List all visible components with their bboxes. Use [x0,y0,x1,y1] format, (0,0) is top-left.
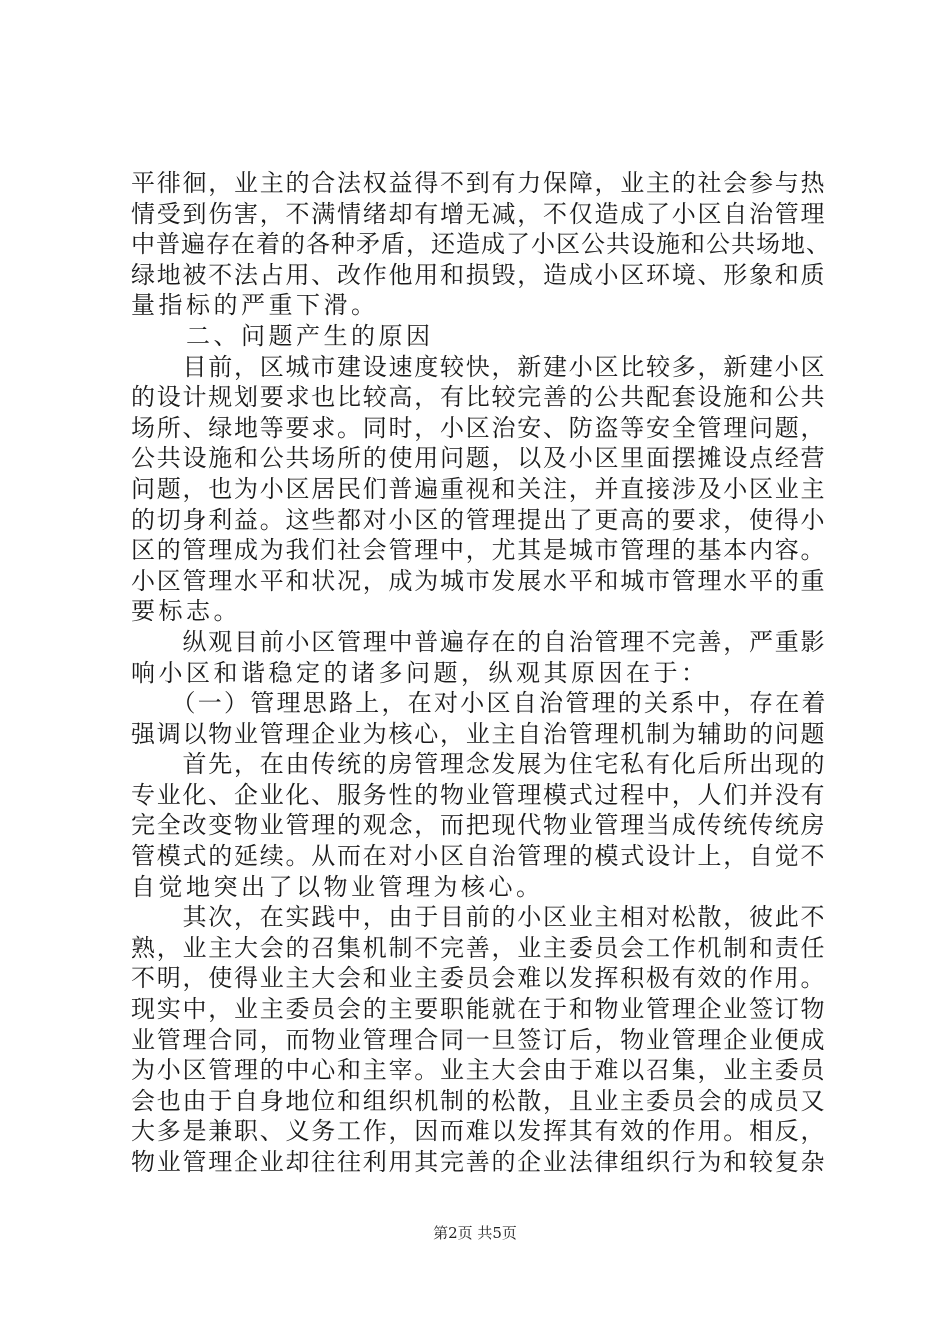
text-line: 首先，在由传统的房管理念发展为住宅私有化后所出现的 [131,750,827,779]
text-line: 纵观目前小区管理中普遍存在的自治管理不完善，严重影 [131,627,827,656]
text-line: 公共设施和公共场所的使用问题，以及小区里面摆摊设点经营 [131,444,827,473]
text-line: 小区管理水平和状况，成为城市发展水平和城市管理水平的重 [131,566,827,595]
text-line: 中普遍存在着的各种矛盾，还造成了小区公共设施和公共场地、 [131,230,831,259]
text-line: 平徘徊，业主的合法权益得不到有力保障，业主的社会参与热 [131,169,827,197]
text-line: 熟，业主大会的召集机制不完善，业主委员会工作机制和责任 [131,933,827,962]
subsection-heading: （一）管理思路上，在对小区自治管理的关系中，存在着 [131,689,828,718]
text-line: 的切身利益。这些都对小区的管理提出了更高的要求，使得小 [131,505,827,534]
text-line: 物业管理企业却往往利用其完善的企业法律组织行为和较复杂 [131,1148,827,1176]
section-heading: 二、问题产生的原因 [131,321,434,350]
text-line: 专业化、企业化、服务性的物业管理模式过程中，人们并没有 [131,780,827,809]
text-line: 现实中，业主委员会的主要职能就在于和物业管理企业签订物 [131,995,827,1024]
text-line: 的设计规划要求也比较高，有比较完善的公共配套设施和公共 [131,383,827,412]
text-line: 完全改变物业管理的观念，而把现代物业管理当成传统传统房 [131,811,827,840]
text-line: 区的管理成为我们社会管理中，尤其是城市管理的基本内容。 [131,536,827,565]
text-line: 情受到伤害，不满情绪却有增无减，不仅造成了小区自治管理 [131,199,827,228]
text-line: 其次，在实践中，由于目前的小区业主相对松散，彼此不 [131,903,827,932]
text-line: 目前，区城市建设速度较快，新建小区比较多，新建小区 [131,352,827,381]
text-line: 要标志。 [131,597,241,626]
text-line: 会也由于自身地位和组织机制的松散，且业主委员会的成员又 [131,1086,827,1115]
text-line: 响小区和谐稳定的诸多问题，纵观其原因在于： [131,658,709,687]
text-line: 量指标的严重下滑。 [131,291,379,320]
subsection-heading: 强调以物业管理企业为核心，业主自治管理机制为辅助的问题 [131,719,827,748]
text-line: 业管理合同，而物业管理合同一旦签订后，物业管理企业便成 [131,1025,827,1054]
document-body [131,168,831,1178]
text-line: 自觉地突出了以物业管理为核心。 [131,872,544,901]
text-line: 不明，使得业主大会和业主委员会难以发挥积极有效的作用。 [131,964,827,993]
text-line: 管模式的延续。从而在对小区自治管理的模式设计上，自觉不 [131,842,827,871]
text-line: 为小区管理的中心和主宰。业主大会由于难以召集，业主委员 [131,1056,827,1085]
text-line: 场所、绿地等要求。同时，小区治安、防盗等安全管理问题， [131,413,827,442]
text-line: 大多是兼职、义务工作，因而难以发挥其有效的作用。相反， [131,1117,827,1146]
text-line: 绿地被不法占用、改作他用和损毁，造成小区环境、形象和质 [131,260,827,289]
text-line: 问题，也为小区居民们普遍重视和关注，并直接涉及小区业主 [131,474,827,503]
page-number-footer: 第2页 共5页 [433,1224,517,1242]
